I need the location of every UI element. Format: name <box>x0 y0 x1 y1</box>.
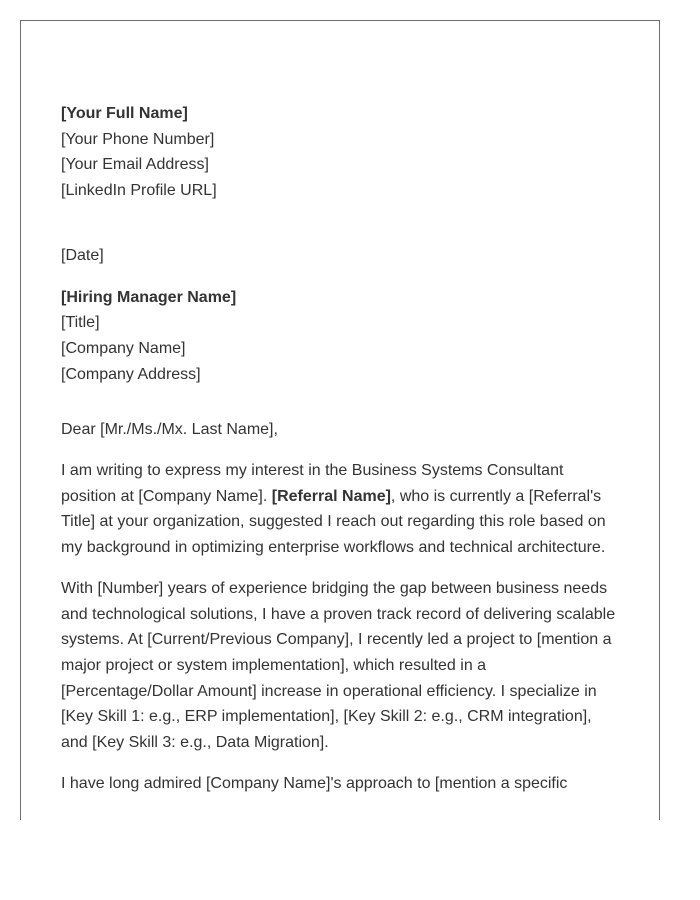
sender-phone: [Your Phone Number] <box>61 130 215 148</box>
recipient-company: [Company Name] <box>61 339 186 357</box>
paragraph-text: , who is currently a [Referral's <box>390 487 602 505</box>
paragraph-line: and technological solutions, I have a proven track record of delivering scalable <box>61 605 616 623</box>
paragraph-line: systems. At [Current/Previous Company], I recently led a project to [mention a <box>61 631 612 649</box>
paragraph-text: position at [Company Name]. <box>61 487 272 505</box>
paragraph-line <box>61 484 626 510</box>
paragraph-line: Title] at your organization, suggested I reach out regarding this role based on <box>61 513 606 531</box>
paragraph-line: [Percentage/Dollar Amount] increase in operational efficiency. I specialize in <box>61 682 597 700</box>
paragraph-line: I have long admired [Company Name]'s approach to [mention a specific <box>61 774 568 792</box>
paragraph-line: I am writing to express my interest in the Business Systems Consultant <box>61 462 564 480</box>
salutation: Dear [Mr./Ms./Mx. Last Name], <box>61 421 278 439</box>
paragraph-experience <box>61 576 626 756</box>
letter-date: [Date] <box>61 246 104 264</box>
paragraph-line: With [Number] years of experience bridging the gap between business needs <box>61 579 608 597</box>
recipient-block <box>61 285 626 388</box>
sender-name: [Your Full Name] <box>61 105 188 122</box>
referral-name: [Referral Name] <box>271 487 391 505</box>
paragraph-line: major project or system implementation], which resulted in a <box>61 656 487 674</box>
paragraph-company-interest <box>61 771 626 797</box>
recipient-title: [Title] <box>61 314 100 332</box>
paragraph-line: [Key Skill 1: e.g., ERP implementation], [Key Skill 2: e.g., CRM integration], <box>61 708 592 726</box>
document-page <box>20 20 660 820</box>
paragraph-line: my background in optimizing enterprise workflows and technical architecture. <box>61 539 606 557</box>
sender-email: [Your Email Address] <box>61 156 209 174</box>
paragraph-line: and [Key Skill 3: e.g., Data Migration]. <box>61 734 329 752</box>
cover-letter-body <box>61 101 626 796</box>
sender-linkedin: [LinkedIn Profile URL] <box>61 182 217 200</box>
paragraph-intro <box>61 458 626 561</box>
sender-block <box>61 101 626 204</box>
recipient-address: [Company Address] <box>61 365 201 383</box>
recipient-name: [Hiring Manager Name] <box>61 288 237 306</box>
